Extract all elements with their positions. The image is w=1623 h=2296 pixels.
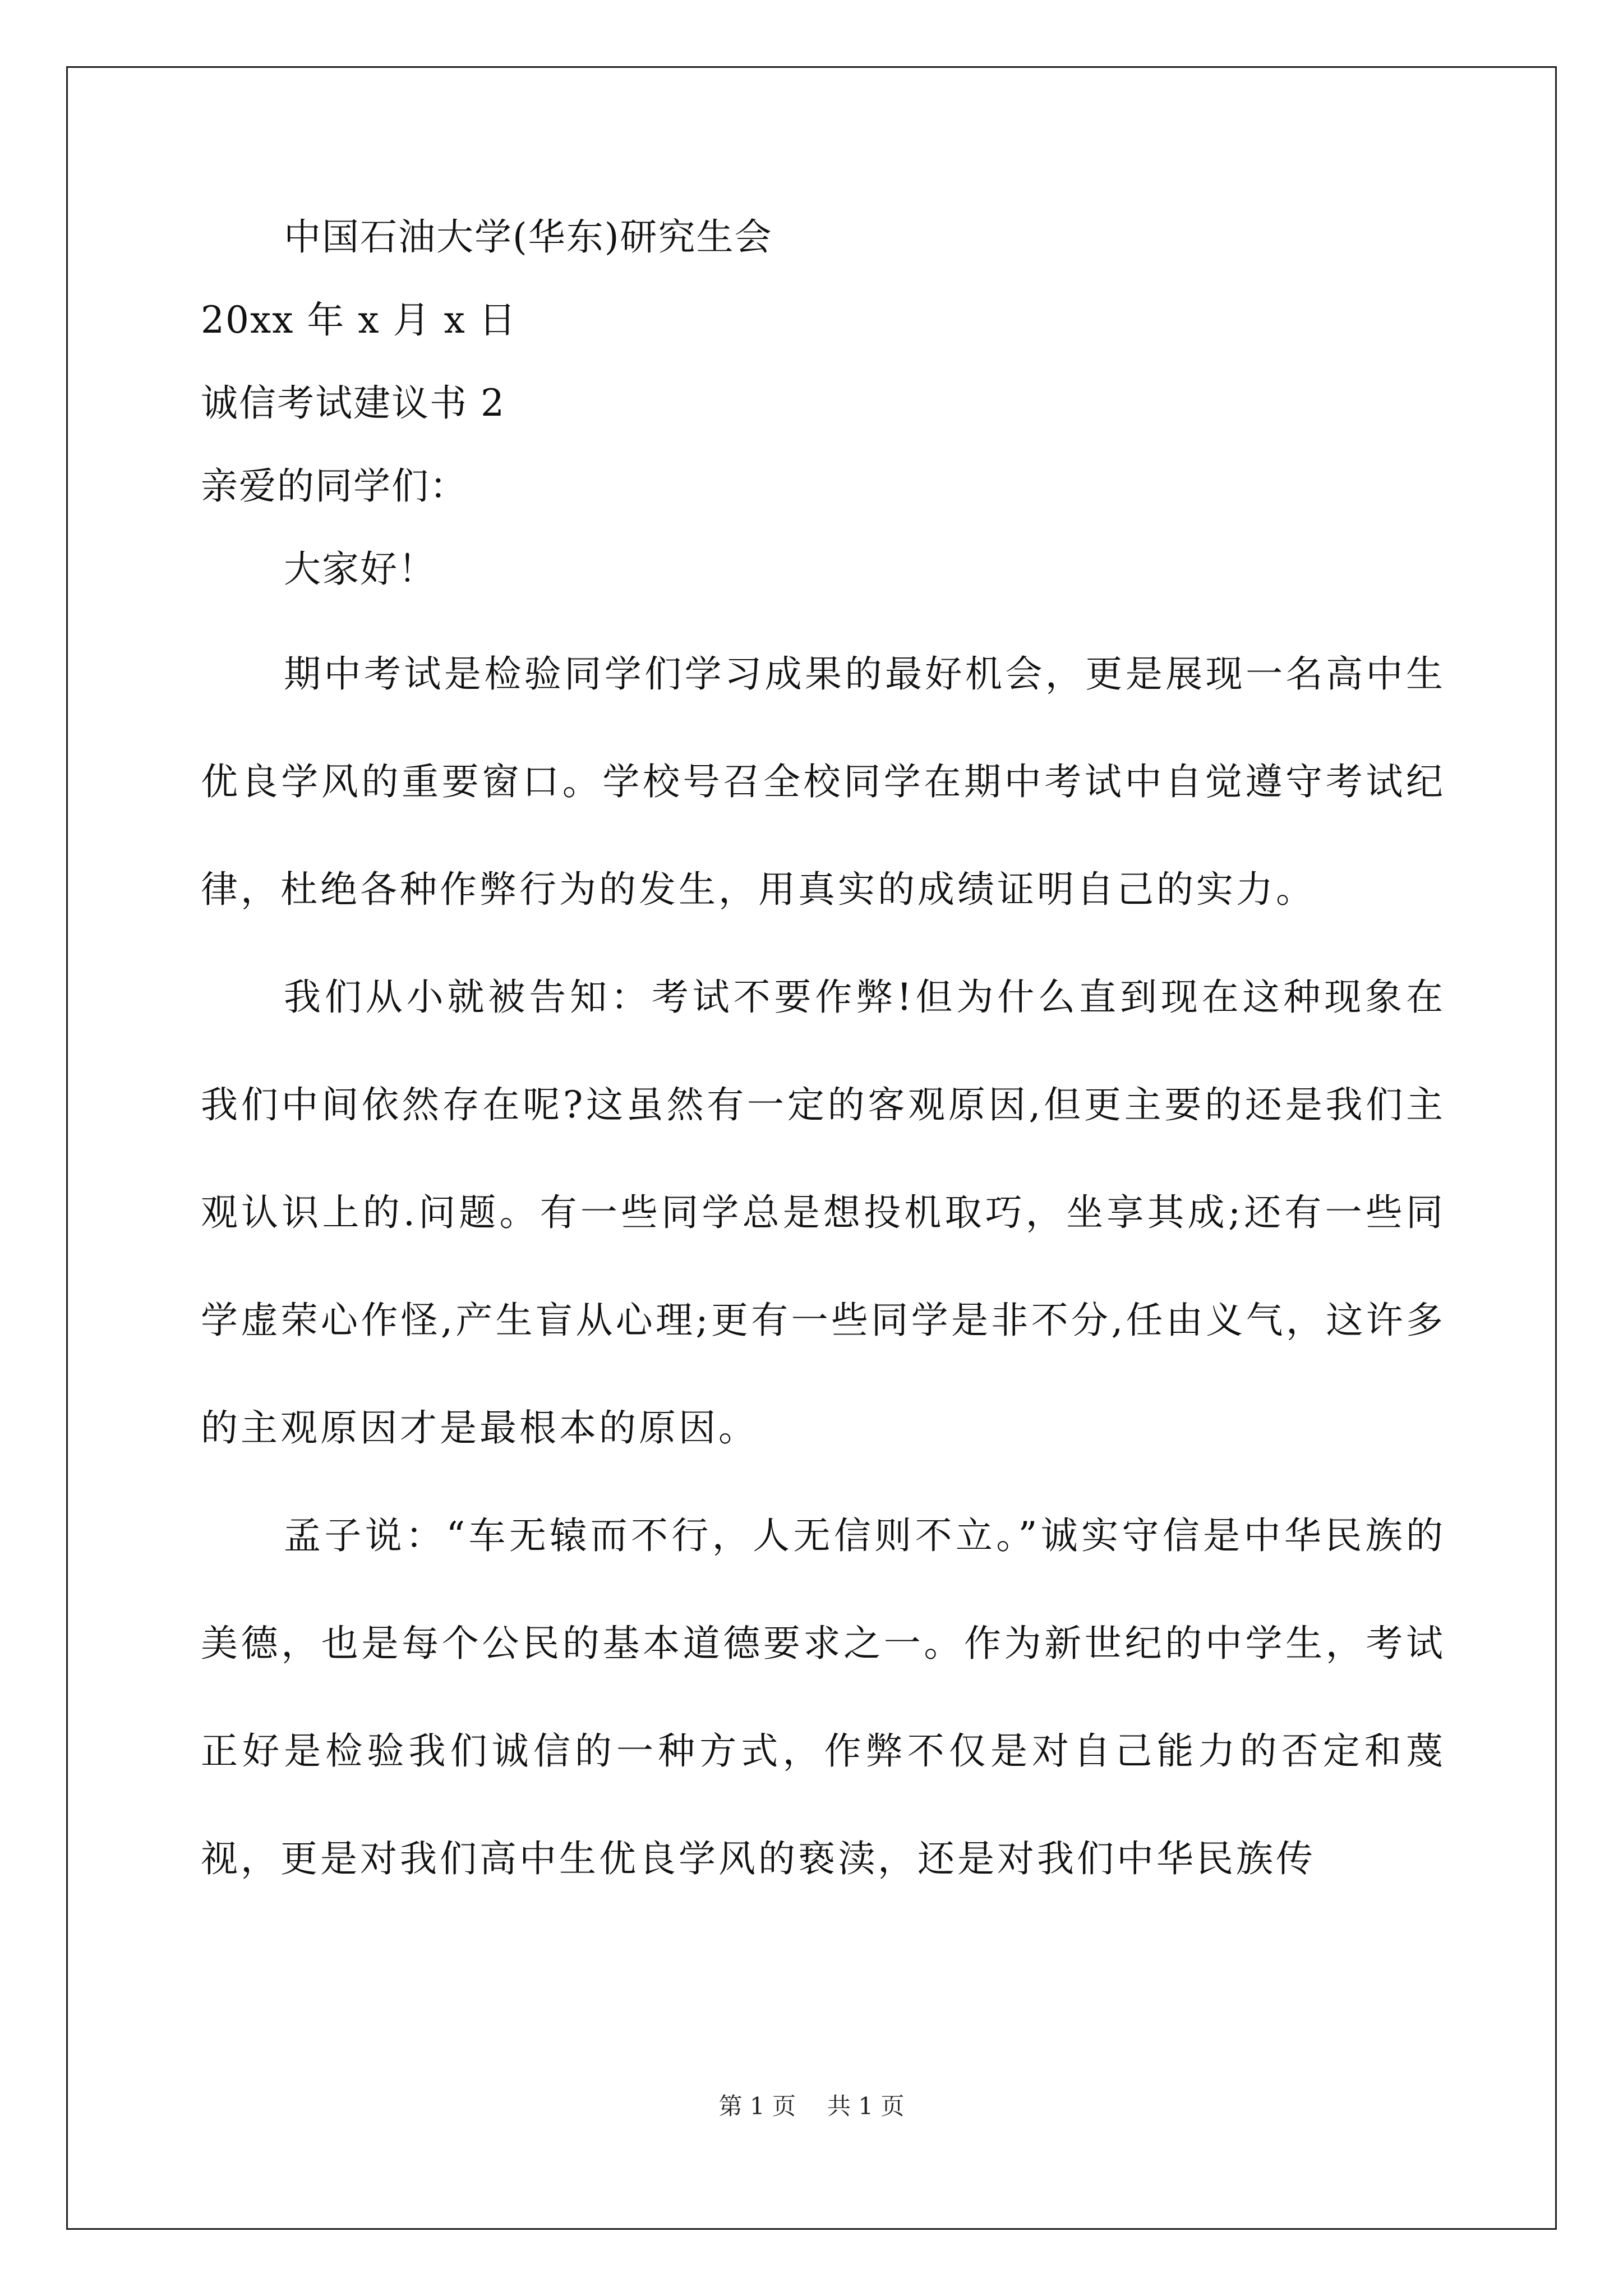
greeting: 大家好！ <box>284 547 436 591</box>
document-body <box>201 215 1446 1913</box>
organization-name: 中国石油大学(华东)研究生会 <box>284 215 773 259</box>
page-number: 第 1 页 <box>718 2092 796 2120</box>
document-date: 20xx 年 x 月 x 日 <box>201 298 517 342</box>
letter-body <box>201 620 1446 1913</box>
paragraph-3: 孟子说：“车无辕而不行，人无信则不立。”诚实守信是中华民族的美德，也是每个公民的基本道德要求之一。作为新世纪的中学生，考试正好是检验我们诚信的一种方式，作弊不仅是对自己能力的否定和蔑视，更是对我们高中生优良学风的亵渎，还是对我们中华民族传 <box>201 1514 1446 1880</box>
page-count: 共 1 页 <box>827 2092 905 2120</box>
page-footer <box>0 2088 1623 2122</box>
document-title: 诚信考试建议书 2 <box>201 381 505 425</box>
paragraph-2: 我们从小就被告知：考试不要作弊!但为什么直到现在这种现象在我们中间依然存在呢?这虽然有一定的客观原因,但更主要的还是我们主观认识上的.问题。有一些同学总是想投机取巧，坐享其成;还有一些同学虚荣心作怪,产生盲从心理;更有一些同学是非不分,任由义气，这许多的主观原因才是最根本的原因。 <box>201 976 1446 1450</box>
paragraph-1: 期中考试是检验同学们学习成果的最好机会，更是展现一名高中生优良学风的重要窗口。学校号召全校同学在期中考试中自觉遵守考试纪律，杜绝各种作弊行为的发生，用真实的成绩证明自己的实力。 <box>201 652 1446 911</box>
salutation: 亲爱的同学们： <box>201 464 468 508</box>
